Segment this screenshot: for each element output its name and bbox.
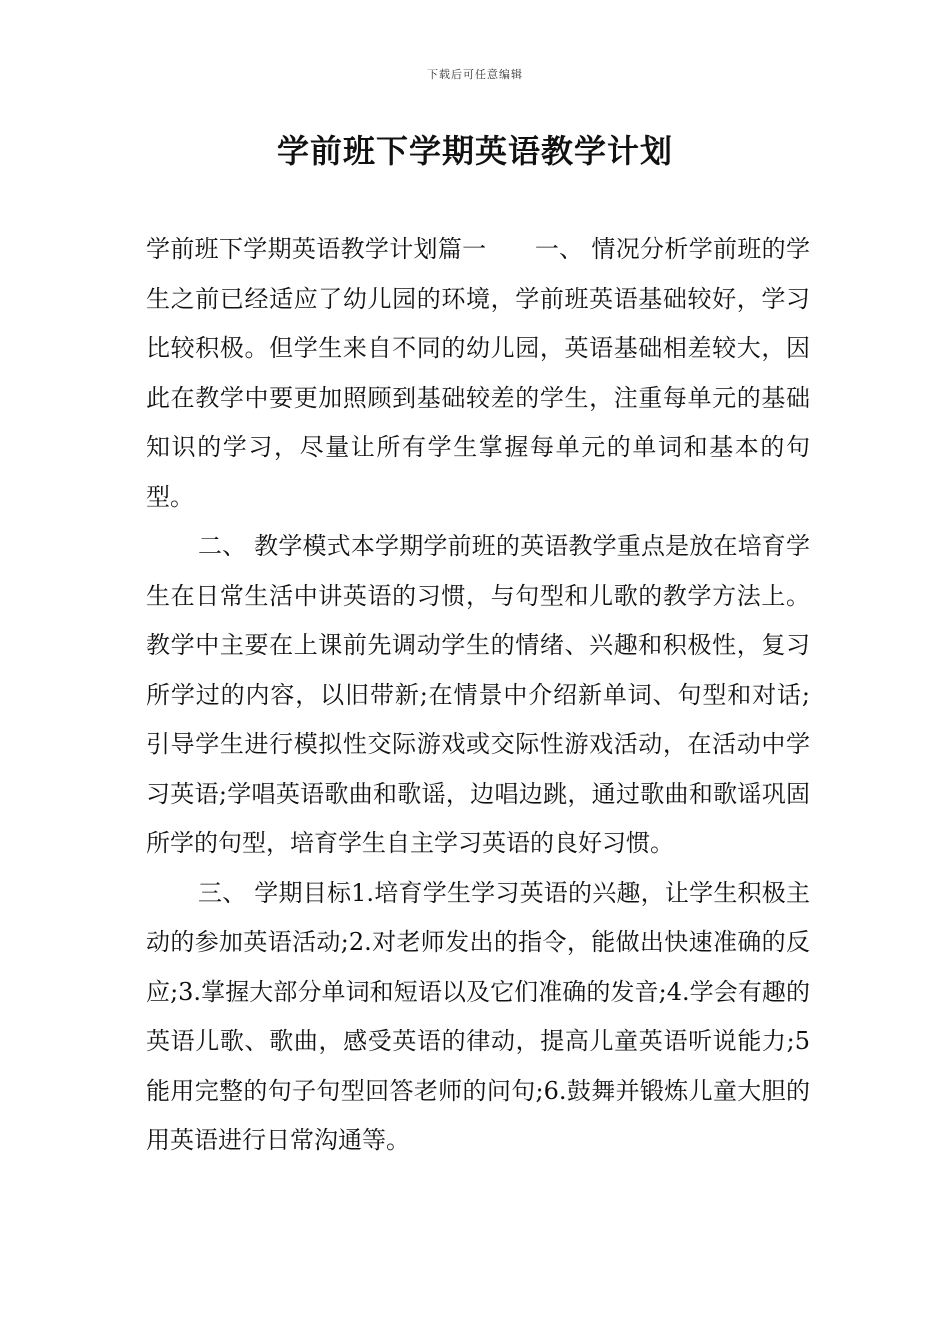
paragraph-situation-analysis [146, 225, 810, 522]
paragraph-text: 一、 情况分析学前班的学生之前已经适应了幼儿园的环境，学前班英语基础较好，学习比较积极。但学生来自不同的幼儿园，英语基础相差较大，因此在教学中要更加照顾到基础较差的学生，注重每单元的基础知识的学习，尽量让所有学生掌握每单元的单词和基本的句型。 [146, 235, 810, 511]
paragraph-semester-goals: 三、 学期目标1.培育学生学习英语的兴趣，让学生积极主动的参加英语活动;2.对老师发出的指令，能做出快速准确的反应;3.掌握大部分单词和短语以及它们准确的发音;4.学会有趣的英语儿歌、歌曲，感受英语的律动，提高儿童英语听说能力;5能用完整的句子句型回答老师的问句;6.鼓舞并锻炼儿童大胆的用英语进行日常沟通等。 [146, 878, 810, 1154]
document-title: 学前班下学期英语教学计划 [276, 132, 673, 170]
paragraph-teaching-mode: 二、 教学模式本学期学前班的英语教学重点是放在培育学生在日常生活中讲英语的习惯，与句型和儿歌的教学方法上。教学中主要在上课前先调动学生的情绪、兴趣和积极性，复习所学过的内容，以旧带新;在情景中介绍新单词、句型和对话;引导学生进行模拟性交际游戏或交际性游戏活动，在活动中学习英语;学唱英语歌曲和歌谣，边唱边跳，通过歌曲和歌谣巩固所学的句型，培育学生自主学习英语的良好习惯。 [146, 532, 810, 857]
document-body [146, 225, 810, 1166]
header-note: 下载后可任意编辑 [427, 68, 523, 81]
paragraph-lead: 学前班下学期英语教学计划篇一 [146, 235, 487, 263]
